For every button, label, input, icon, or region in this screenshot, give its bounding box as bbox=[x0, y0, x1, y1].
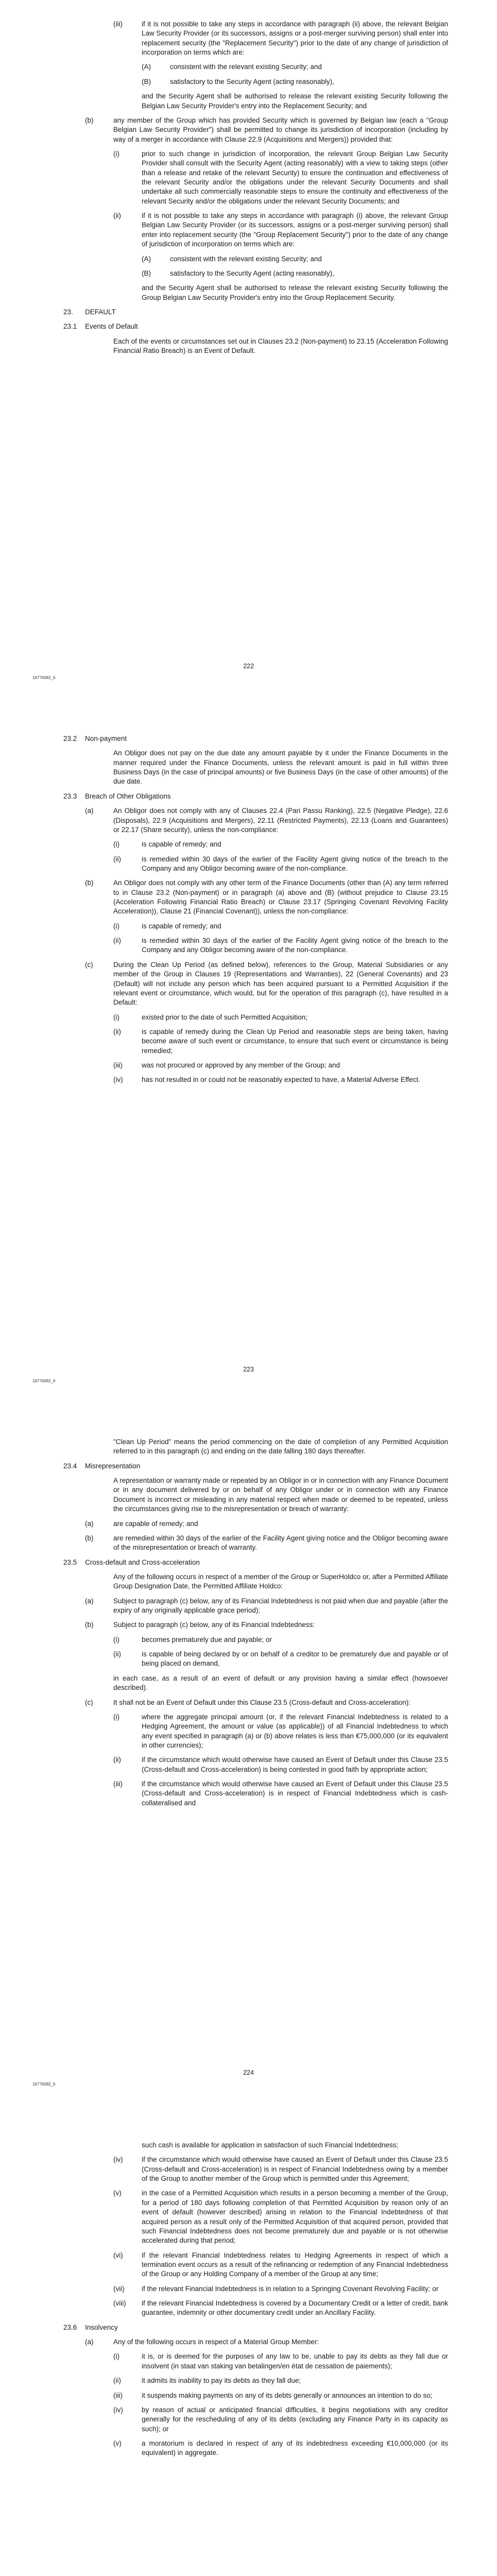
clause-number: (ii) bbox=[113, 937, 121, 945]
clause-number: (ii) bbox=[113, 1756, 121, 1764]
clause-text: and the Security Agent shall be authorised to release the relevant existing Security following the Group Belgian Law Security Provider's entry into the Group Replacement Security. bbox=[142, 284, 448, 301]
clause-number: 23.4 bbox=[63, 1462, 77, 1470]
clause-number: 23.3 bbox=[63, 792, 77, 800]
clause-item bbox=[113, 2439, 448, 2458]
clause-item bbox=[63, 792, 448, 801]
clause-text: Each of the events or circumstances set out in Clauses 23.2 (Non-payment) to 23.15 (Acceleration Following Financial Ratio Breach) is an Event of Default. bbox=[113, 337, 448, 355]
clause-number: (iv) bbox=[113, 2405, 123, 2414]
clause-item bbox=[113, 2155, 448, 2183]
clause-item bbox=[113, 1713, 448, 1750]
clause-item bbox=[113, 2405, 448, 2434]
clause-text: in each case, as a result of an event of default or any provision having a similar effect (howsoever described). bbox=[113, 1674, 448, 1692]
document-reference: 16776082_6 bbox=[32, 675, 56, 680]
clause-item bbox=[142, 77, 448, 87]
clause-paragraph bbox=[113, 1476, 448, 1514]
clause-item bbox=[113, 2284, 448, 2294]
clause-item bbox=[113, 2391, 448, 2400]
document-page bbox=[0, 703, 497, 1406]
clause-number: (b) bbox=[85, 1534, 94, 1542]
clause-text: is remedied within 30 days of the earlier of the Facility Agent giving notice of the breach to the Company and any Obligor becoming aware of the non-compliance. bbox=[142, 937, 448, 954]
clause-item bbox=[85, 116, 448, 144]
clause-text: if it is not possible to take any steps in accordance with paragraph (ii) above, the relevant Belgian Law Security Provider (or its successors, assigns or a post-merger surviving person) shall enter into replacement security (the "Replacement Security") prior to the date of any change of jurisdiction of incorporation on terms which are: bbox=[142, 20, 448, 57]
clause-number: (b) bbox=[85, 1621, 94, 1629]
page-number: 222 bbox=[243, 663, 254, 670]
clause-text: are capable of remedy; and bbox=[113, 1519, 198, 1528]
clause-paragraph bbox=[142, 2141, 448, 2150]
clause-text: if the circumstance which would otherwise have caused an Event of Default under this Clause 23.5 (Cross-default and Cross-acceleration) is in respect of Financial Indebtedness which is cash-collateralised and bbox=[142, 1780, 448, 1807]
clause-paragraph bbox=[113, 337, 448, 356]
clause-item bbox=[85, 960, 448, 1008]
clause-number: (v) bbox=[113, 2439, 122, 2447]
clause-heading: Breach of Other Obligations bbox=[85, 792, 171, 800]
page-footer bbox=[0, 662, 497, 683]
clause-number: 23.6 bbox=[63, 2323, 77, 2331]
clause-text: During the Clean Up Period (as defined below), references to the Group, Material Subsidiaries or any member of the Group in Clauses 19 (Representations and Warranties), 22 (General Covenants) and 23 (Default) will not include any person which has been acquired pursuant to a Permitted Acquisition if the relevant event or circumstance, which would, but for the operation of this paragraph (c), have resulted in a Default: bbox=[113, 960, 448, 1007]
clause-item bbox=[113, 1635, 448, 1645]
clause-item bbox=[113, 1075, 448, 1084]
clause-item bbox=[142, 255, 448, 264]
clause-text: An Obligor does not pay on the due date any amount payable by it under the Finance Documents in the manner required under the Finance Documents, unless the relevant amount is paid in full within three Business Days (in the case of principal amounts) or five Business Days (in the case of other amounts) of the due date. bbox=[113, 749, 448, 786]
clause-paragraph bbox=[142, 92, 448, 111]
clause-item bbox=[113, 2251, 448, 2279]
clause-text: it is, or is deemed for the purposes of any law to be, unable to pay its debts as they fall due or insolvent (in staat van staking van betalingen/en état de cessation de paiements); bbox=[142, 2352, 448, 2370]
clause-text: becomes prematurely due and payable; or bbox=[142, 1635, 272, 1643]
clause-number: (iv) bbox=[113, 1076, 123, 1084]
clause-text: An Obligor does not comply with any of Clauses 22.4 (Pari Passu Ranking), 22.5 (Negative Pledge), 22.6 (Disposals), 22.9 (Acquisitions and Mergers), 22.11 (Restricted Payments), 22.13 (Loans and Guarantees) or 22.17 (Share security), unless the non-compliance: bbox=[113, 807, 448, 834]
clause-number: (i) bbox=[113, 922, 119, 930]
clause-number: (a) bbox=[85, 1597, 94, 1605]
clause-text: if the circumstance which would otherwise have caused an Event of Default under this Clause 23.5 (Cross-default and Cross-acceleration) is being contested in good faith by appropriate action; bbox=[142, 1756, 448, 1773]
clause-text: such cash is available for application in satisfaction of such Financial Indebtedness; bbox=[142, 2141, 399, 2149]
clause-number: (B) bbox=[142, 269, 151, 277]
clause-number: 23.5 bbox=[63, 1558, 77, 1566]
clause-item bbox=[85, 1519, 448, 1529]
clause-item bbox=[113, 149, 448, 206]
clause-text: if the relevant Financial Indebtedness is covered by a Documentary Credit or a letter of credit, bank guarantee, indemnity or other documentary credit under an Ancillary Facility. bbox=[142, 2299, 448, 2317]
clause-number: (ii) bbox=[113, 1027, 121, 1036]
clause-number: (B) bbox=[142, 77, 151, 86]
clause-text: A representation or warranty made or repeated by an Obligor in or in connection with any Finance Document or in any document delivered by or on behalf of any Obligor under or in connection with any Finance Document is incorrect or misleading in any material respect when made or deemed to be repeated, unless the circumstances giving rise to the misrepresentation or breach of warranty: bbox=[113, 1477, 448, 1513]
clause-text: is capable of remedy during the Clean Up Period and reasonable steps are being taken, having become aware of such event or circumstance, to ensure that such event or circumstance is being remedied; bbox=[142, 1027, 448, 1055]
clause-number: (b) bbox=[85, 879, 94, 887]
clause-text: if the circumstance which would otherwise have caused an Event of Default under this Clause 23.5 (Cross-default and Cross-acceleration) is in respect of Financial Indebtedness owing by a member of the Group to another member of the Group which is permitted under this Agreement; bbox=[142, 2156, 448, 2183]
clause-text: satisfactory to the Security Agent (acting reasonably), bbox=[170, 269, 334, 277]
clause-number: (A) bbox=[142, 255, 151, 263]
clause-item bbox=[85, 806, 448, 835]
clause-text: any member of the Group which has provided Security which is governed by Belgian law (each a "Group Belgian Law Security Provider") shall be permitted to change its jurisdiction of incorporation (including by way of a merger in accordance with Clause 22.9 (Acquisitions and Mergers)) provided that: bbox=[113, 116, 448, 143]
clause-text: is capable of being declared by or on behalf of a creditor to be prematurely due and payable or of being placed on demand, bbox=[142, 1650, 448, 1668]
clause-item bbox=[113, 936, 448, 955]
clause-text: was not procured or approved by any member of the Group; and bbox=[142, 1061, 340, 1070]
clause-text: An Obligor does not comply with any other term of the Finance Documents (other than (A) any term referred to in Clause 23.2 (Non-payment) or in paragraph (a) above and (B) (without prejudice to Clause 23.15 (Acceleration Following Financial Ratio Breach) or Clause 23.17 (Springing Covenant Revolving Facility Acceleration)), Clause 21 (Financial Covenant)), unless the non-compliance: bbox=[113, 879, 448, 916]
clause-item bbox=[113, 2299, 448, 2318]
clause-number: (i) bbox=[113, 1013, 119, 1021]
clause-number: (c) bbox=[85, 960, 93, 969]
clause-number: (ii) bbox=[113, 1650, 121, 1658]
clause-item bbox=[113, 1650, 448, 1669]
page-footer bbox=[0, 2069, 497, 2089]
page-number: 224 bbox=[243, 2069, 254, 2076]
clause-text: is capable of remedy; and bbox=[142, 922, 221, 930]
clause-paragraph bbox=[113, 1572, 448, 1591]
clause-item bbox=[113, 1780, 448, 1808]
document-reference: 16776082_6 bbox=[32, 2082, 56, 2087]
clause-number: (v) bbox=[113, 2189, 122, 2197]
clause-heading: DEFAULT bbox=[85, 308, 116, 316]
clause-number: (a) bbox=[85, 1519, 94, 1528]
clause-number: 23.2 bbox=[63, 735, 77, 742]
clause-text: existed prior to the date of such Permitted Acquisition; bbox=[142, 1013, 307, 1021]
clause-item bbox=[113, 2376, 448, 2385]
clause-number: (b) bbox=[85, 116, 94, 124]
clause-text: if the relevant Financial Indebtedness is in relation to a Springing Covenant Revolving Facility; or bbox=[142, 2284, 439, 2293]
page-footer bbox=[0, 1365, 497, 1386]
clause-heading: Events of Default bbox=[85, 323, 138, 331]
clause-item bbox=[63, 2323, 448, 2332]
clause-text: it admits its inability to pay its debts as they fall due; bbox=[142, 2377, 301, 2385]
clause-paragraph bbox=[113, 749, 448, 786]
clause-paragraph bbox=[142, 283, 448, 302]
clause-item bbox=[85, 1534, 448, 1553]
clause-item bbox=[113, 840, 448, 849]
clause-number: (ii) bbox=[113, 855, 121, 863]
clause-item bbox=[85, 878, 448, 916]
clause-number: 23. bbox=[63, 308, 73, 316]
clause-text: Any of the following occurs in respect of a member of the Group or SuperHoldco or, after a Permitted Affiliate Group Designation Date, the Permitted Affiliate Holdco: bbox=[113, 1572, 448, 1590]
clause-text: Subject to paragraph (c) below, any of its Financial Indebtedness: bbox=[113, 1621, 315, 1629]
clause-text: if the relevant Financial Indebtedness relates to Hedging Agreements in respect of which a termination event occurs as a result of the refinancing or redemption of any Financial Indebtedness of the Group or any Holding Company of a member of the Group at any time; bbox=[142, 2251, 448, 2278]
clause-text: a moratorium is declared in respect of any of its indebtedness exceeding €10,000,000 (or its equivalent) in aggregate. bbox=[142, 2439, 448, 2457]
clause-text: where the aggregate principal amount (or, if the relevant Financial Indebtedness is related to a Hedging Agreement, the amount or value (as applicable)) of all Financial Indebtedness to which any event specified in paragraph (a) or (b) above relates is less than €75,000,000 (or its equivalent in other currencies); bbox=[142, 1713, 448, 1749]
clause-number: (iii) bbox=[113, 20, 123, 28]
clause-text: by reason of actual or anticipated financial difficulties, it begins negotiations with any creditor generally for the rescheduling of any of its debts (excluding any Finance Party in its capacity as such); or bbox=[142, 2405, 448, 2433]
clause-number: (ii) bbox=[113, 212, 121, 220]
clause-text: is capable of remedy; and bbox=[142, 840, 221, 849]
clause-text: It shall not be an Event of Default under this Clause 23.5 (Cross-default and Cross-acceleration): bbox=[113, 1698, 411, 1706]
clause-item bbox=[63, 734, 448, 743]
clause-number: (viii) bbox=[113, 2299, 126, 2308]
clause-number: (iii) bbox=[113, 1780, 123, 1788]
clause-text: Any of the following occurs in respect of a Material Group Member: bbox=[113, 2338, 319, 2346]
clause-heading: Cross-default and Cross-acceleration bbox=[85, 1558, 200, 1566]
clause-number: (i) bbox=[113, 1713, 119, 1721]
document-reference: 16776082_6 bbox=[32, 1379, 56, 1383]
clause-number: (iv) bbox=[113, 2156, 123, 2164]
clause-item bbox=[113, 2189, 448, 2245]
clause-item bbox=[113, 922, 448, 931]
clause-item bbox=[113, 1027, 448, 1056]
clause-heading: Non-payment bbox=[85, 735, 127, 742]
clause-text: satisfactory to the Security Agent (acting reasonably), bbox=[170, 77, 334, 86]
clause-number: (iii) bbox=[113, 1061, 123, 1070]
document-page bbox=[0, 0, 497, 703]
document-page bbox=[0, 2110, 497, 2576]
clause-item bbox=[113, 855, 448, 874]
clause-text: if it is not possible to take any steps in accordance with paragraph (i) above, the relevant Group Belgian Law Security Provider (or its successors, assigns or a post-merger surviving person) shall enter into replacement security (the "Group Replacement Security") prior to the date of any change of jurisdiction of incorporation on terms which are: bbox=[142, 212, 448, 248]
clause-number: (a) bbox=[85, 807, 94, 815]
clause-item bbox=[63, 1558, 448, 1567]
clause-item bbox=[142, 269, 448, 278]
clause-item bbox=[113, 1061, 448, 1070]
clause-item bbox=[63, 1462, 448, 1471]
clause-number: (i) bbox=[113, 840, 119, 849]
document-page bbox=[0, 1406, 497, 2110]
clause-number: (iii) bbox=[113, 2391, 123, 2399]
clause-text: has not resulted in or could not be reasonably expected to have, a Material Adverse Effect. bbox=[142, 1076, 420, 1084]
clause-number: (i) bbox=[113, 2352, 119, 2361]
clause-item bbox=[63, 308, 448, 317]
clause-text: in the case of a Permitted Acquisition which results in a person becoming a member of the Group, for a period of 180 days following completion of that Permitted Acquisition by reason only of an event of default (however described) arising in relation to the Financial Indebtedness of that acquired person as a result only of the Permitted Acquisition of that acquired person, provided that such Financial Indebtedness does not become prematurely due and payable or is not otherwise accelerated during that period; bbox=[142, 2189, 448, 2245]
clause-item bbox=[85, 2337, 448, 2347]
clause-heading: Insolvency bbox=[85, 2323, 118, 2331]
clause-number: (vi) bbox=[113, 2251, 123, 2259]
clause-item bbox=[113, 20, 448, 57]
clause-item bbox=[85, 1698, 448, 1707]
clause-item bbox=[85, 1597, 448, 1616]
clause-text: Subject to paragraph (c) below, any of its Financial Indebtedness is not paid when due and payable (after the expiry of any originally applicable grace period); bbox=[113, 1597, 448, 1615]
clause-item bbox=[113, 1013, 448, 1022]
clause-text: is remedied within 30 days of the earlier of the Facility Agent giving notice of the breach to the Company and any Obligor becoming aware of the non-compliance. bbox=[142, 855, 448, 872]
clause-number: (c) bbox=[85, 1698, 93, 1706]
clause-paragraph bbox=[113, 1674, 448, 1693]
clause-text: consistent with the relevant existing Security; and bbox=[170, 255, 322, 263]
clause-number: (a) bbox=[85, 2338, 94, 2346]
clause-text: "Clean Up Period" means the period commencing on the date of completion of any Permitted Acquisition referred to in this paragraph (c) and ending on the date falling 180 days thereafter. bbox=[113, 1438, 448, 1455]
clause-item bbox=[142, 62, 448, 72]
clause-number: (i) bbox=[113, 1635, 119, 1643]
clause-text: consistent with the relevant existing Security; and bbox=[170, 63, 322, 71]
clause-item bbox=[113, 211, 448, 249]
clause-number: (ii) bbox=[113, 2377, 121, 2385]
clause-number: (vii) bbox=[113, 2284, 125, 2293]
clause-item bbox=[85, 1620, 448, 1630]
clause-text: and the Security Agent shall be authorised to release the relevant existing Security following the Belgian Law Security Provider's entry into the Replacement Security; and bbox=[142, 92, 448, 110]
clause-item bbox=[113, 2352, 448, 2371]
clause-item bbox=[113, 1755, 448, 1774]
clause-number: (i) bbox=[113, 149, 119, 158]
clause-heading: Misrepresentation bbox=[85, 1462, 141, 1470]
clause-number: (A) bbox=[142, 63, 151, 71]
clause-text: are remedied within 30 days of the earlier of the Facility Agent giving notice and the Obligor becoming aware of the misrepresentation or breach of warranty. bbox=[113, 1534, 448, 1552]
page-number: 223 bbox=[243, 1366, 254, 1373]
clause-number: 23.1 bbox=[63, 323, 77, 331]
clause-text: prior to such change in jurisdiction of incorporation, the relevant Group Belgian Law Security Provider shall consult with the Security Agent (acting reasonably) with a view to taking steps (other than a release and retake of the relevant Security) to ensure the continuation and effectiveness of the relevant Security and/or the obligations under the relevant Security Documents and shall undertake all such commercially reasonable steps to ensure the continuity and effectiveness of the relevant Security and/or the obligations under the relevant Security Documents; and bbox=[142, 149, 448, 205]
clause-item bbox=[63, 322, 448, 331]
clause-paragraph bbox=[113, 1437, 448, 1456]
clause-text: it suspends making payments on any of its debts generally or announces an intention to do so; bbox=[142, 2391, 433, 2399]
